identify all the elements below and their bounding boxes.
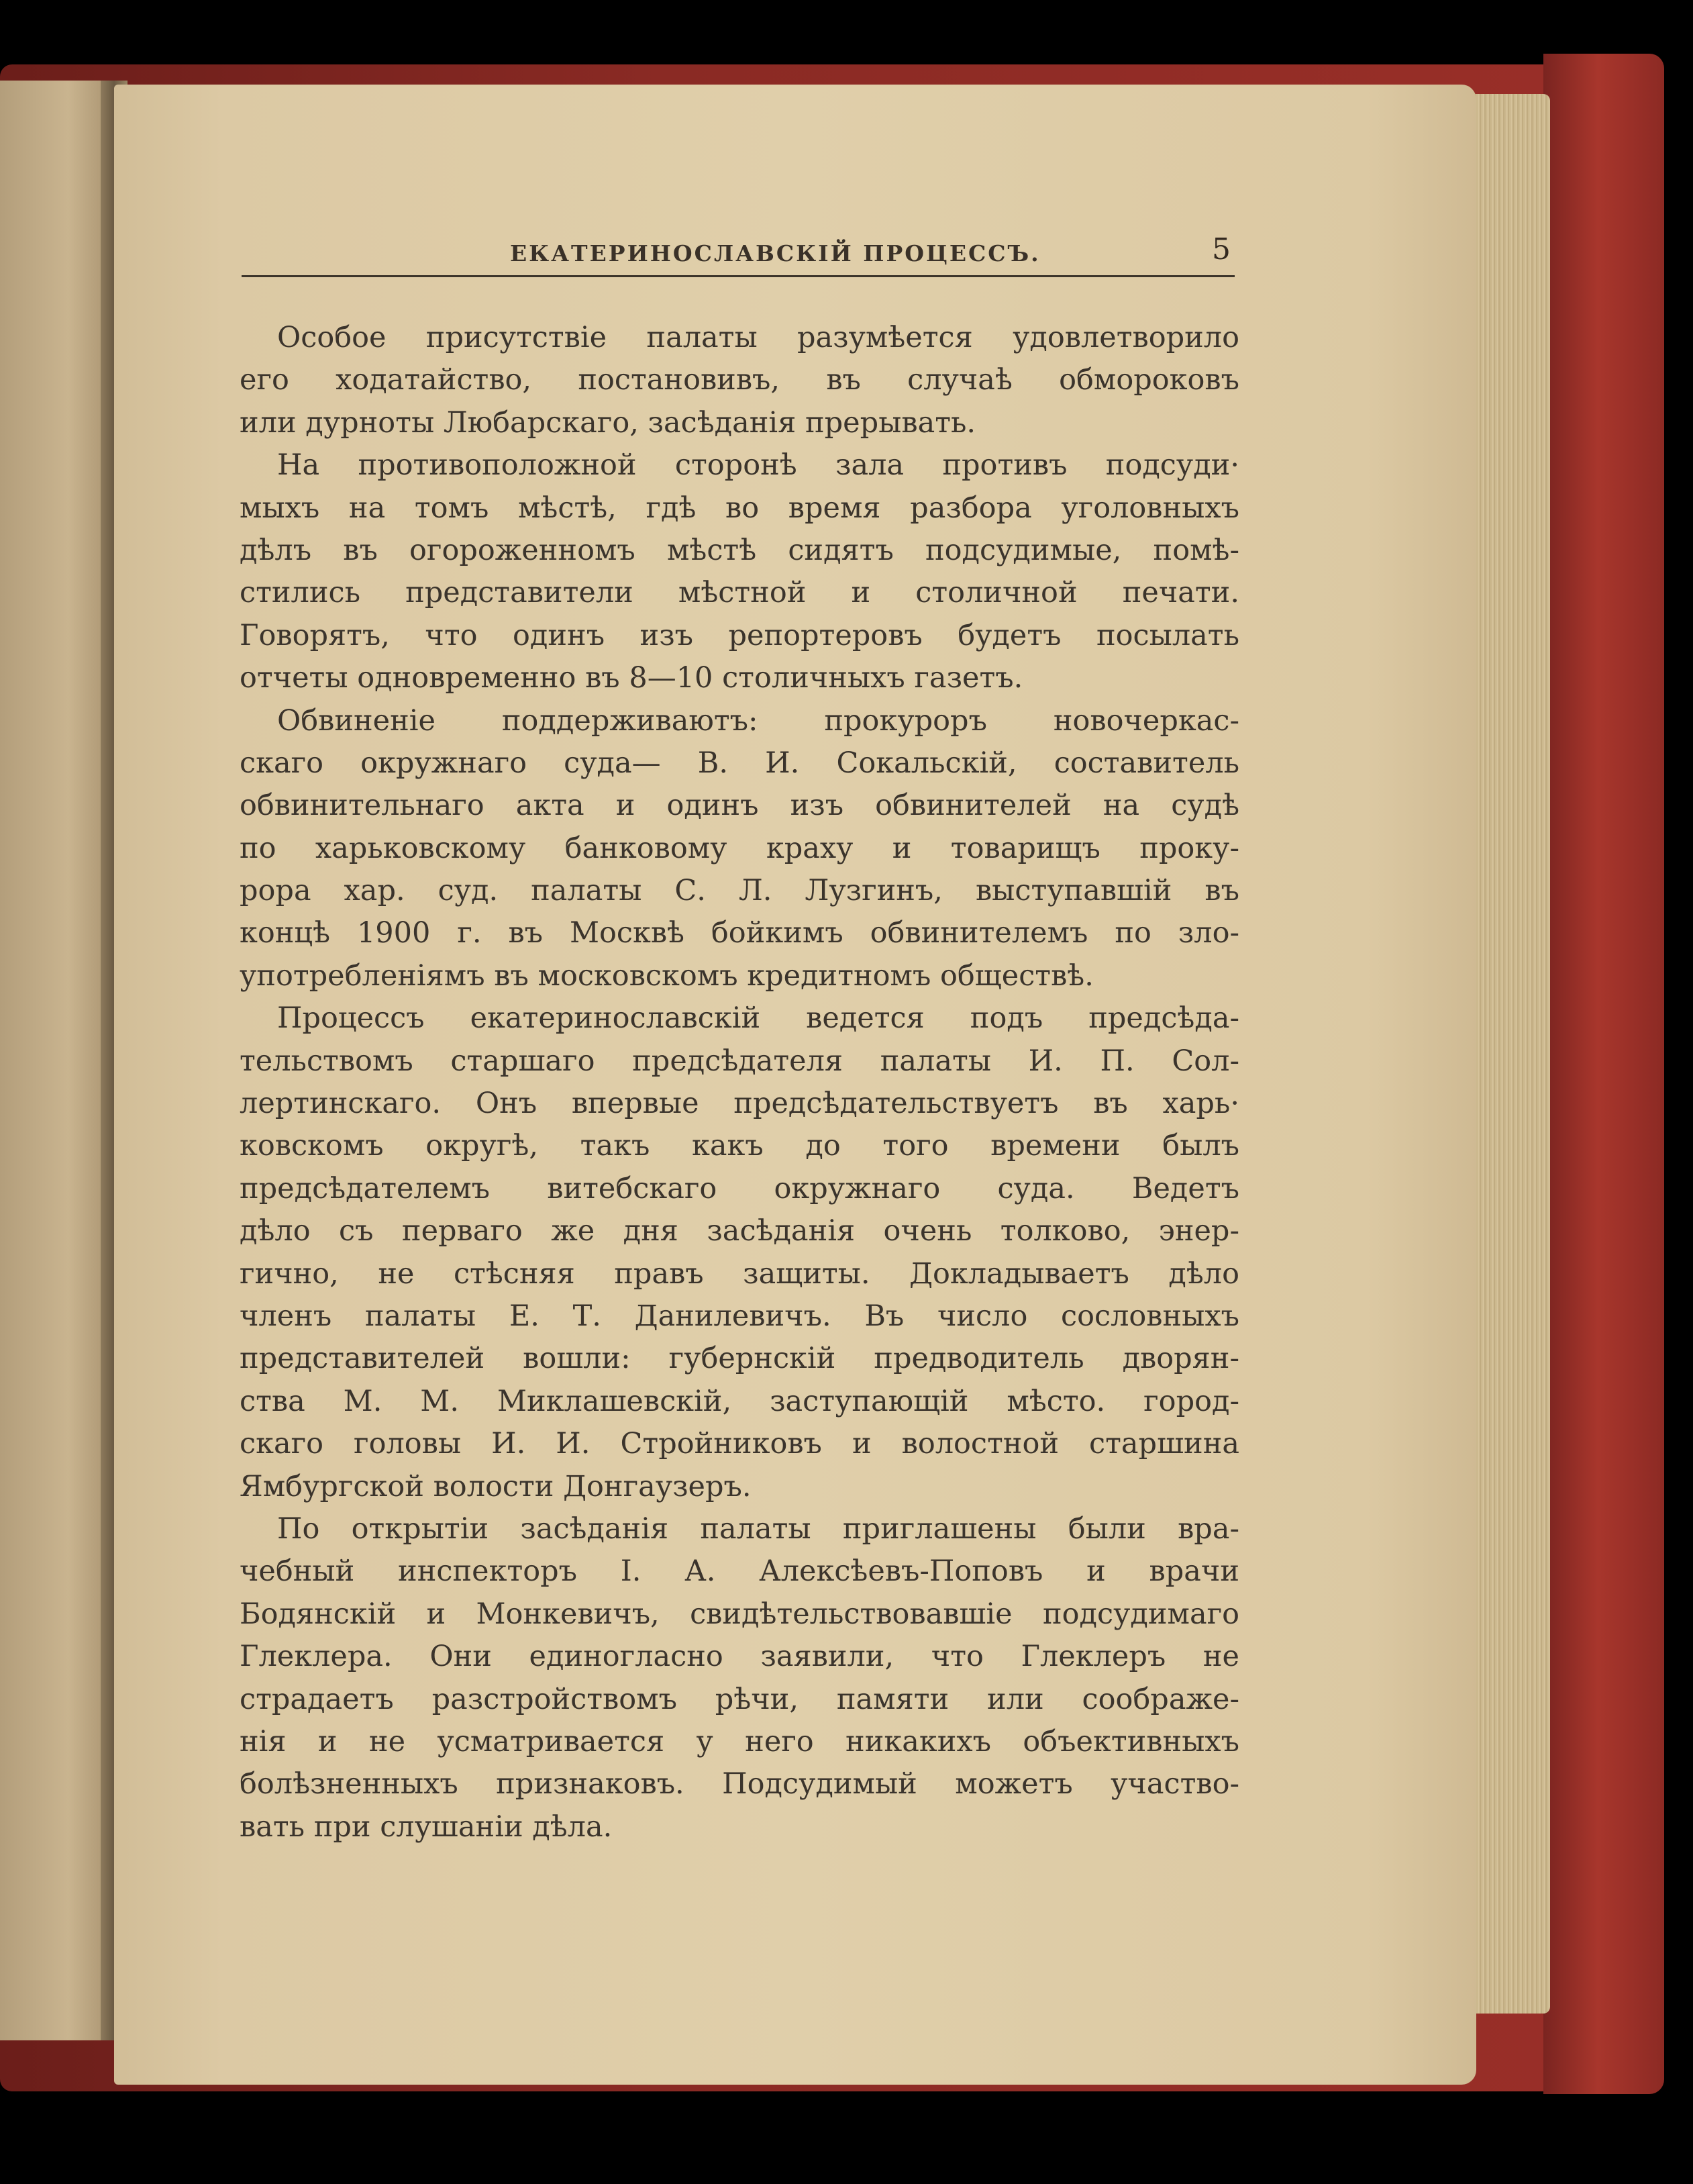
text-line: обвинительнаго акта и одинъ изъ обвинителей на судѣ — [240, 789, 1239, 823]
text-line: мыхъ на томъ мѣстѣ, гдѣ во время разбора уголовныхъ — [240, 491, 1239, 525]
text-line: чебный инспекторъ І. А. Алексѣевъ-Поповъ и врачи — [240, 1554, 1239, 1589]
text-line: ства М. М. Миклашевскій, заступающій мѣсто. город- — [240, 1384, 1239, 1418]
text-line: гично, не стѣсняя правъ защиты. Докладываетъ дѣло — [240, 1256, 1239, 1291]
text-line: употребленіямъ въ московскомъ кредитномъ обществѣ. — [240, 958, 1094, 993]
text-line: Глеклера. Они единогласно заявили, что Глеклеръ не — [240, 1640, 1239, 1674]
text-line: представителей вошли: губернскій предводитель дворян- — [240, 1342, 1239, 1376]
text-line: дѣло съ перваго же дня засѣданія очень толково, энер- — [240, 1214, 1239, 1248]
text-line: рора хар. суд. палаты С. Л. Лузгинъ, выступавшій въ — [240, 874, 1239, 908]
text-line: тельствомъ старшаго предсѣдателя палаты И. П. Сол- — [240, 1044, 1239, 1078]
text-line: По открытіи засѣданія палаты приглашены были вра- — [277, 1511, 1239, 1546]
body-text — [240, 317, 1239, 1848]
text-line: болѣзненныхъ признаковъ. Подсудимый можетъ участво- — [240, 1767, 1239, 1801]
text-line: ковскомъ округѣ, такъ какъ до того времени былъ — [240, 1129, 1239, 1163]
text-line: Ямбургской волости Донгаузеръ. — [240, 1469, 752, 1503]
text-line: его ходатайство, постановивъ, въ случаѣ обмороковъ — [240, 363, 1239, 397]
text-line: Обвиненіе поддерживаютъ: прокуроръ новочеркас- — [277, 703, 1239, 738]
text-line: Особое присутствіе палаты разумѣется удовлетворило — [277, 321, 1239, 354]
text-line: отчеты одновременно въ 8—10 столичныхъ газетъ. — [240, 661, 1023, 695]
text-line: скаго окружнаго суда— В. И. Сокальскій, составитель — [240, 746, 1239, 780]
text-line: лертинскаго. Онъ впервые предсѣдательствуетъ въ харь· — [240, 1087, 1239, 1121]
text-line: Бодянскій и Монкевичъ, свидѣтельствовавшіе подсудимаго — [240, 1597, 1239, 1631]
text-line: вать при слушаніи дѣла. — [240, 1809, 613, 1844]
previous-page — [0, 81, 114, 2040]
text-line: стились представители мѣстной и столичной печати. — [240, 576, 1239, 610]
text-line: или дурноты Любарскаго, засѣданія прерывать. — [240, 405, 976, 440]
text-line: дѣлъ въ огороженномъ мѣстѣ сидятъ подсудимые, помѣ- — [240, 533, 1239, 567]
text-line: нія и не усматривается у него никакихъ объективныхъ — [240, 1724, 1239, 1758]
text-line: Говорятъ, что одинъ изъ репортеровъ будетъ посылать — [240, 618, 1239, 652]
running-title: ЕКАТЕРИНОСЛАВСКІЙ ПРОЦЕССЪ. — [510, 240, 1041, 266]
text-line: концѣ 1900 г. въ Москвѣ бойкимъ обвинителемъ по зло- — [240, 916, 1239, 950]
text-line: скаго головы И. И. Стройниковъ и волостной старшина — [240, 1427, 1239, 1461]
text-line: членъ палаты Е. Т. Данилевичъ. Въ число сословныхъ — [240, 1299, 1239, 1333]
page-number: 5 — [1212, 232, 1231, 266]
text-line: На противоположной сторонѣ зала противъ подсуди· — [277, 448, 1239, 483]
text-line: по харьковскому банковому краху и товарищъ проку- — [240, 831, 1239, 865]
text-line: предсѣдателемъ витебскаго окружнаго суда. Ведетъ — [240, 1171, 1239, 1205]
book-cover-edge — [1543, 54, 1664, 2094]
running-header — [242, 232, 1235, 277]
text-line: страдаетъ разстройствомъ рѣчи, памяти или соображе- — [240, 1682, 1239, 1716]
text-line: Процессъ екатеринославскій ведется подъ предсѣда- — [277, 1001, 1239, 1036]
